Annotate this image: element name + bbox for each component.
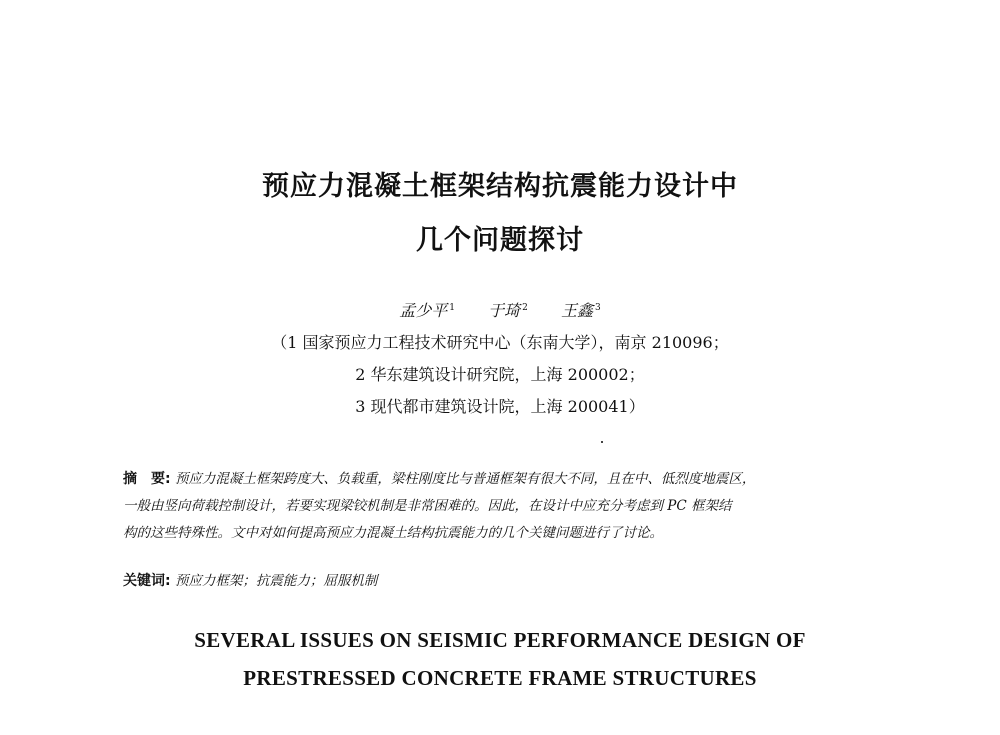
author-list	[0, 298, 1000, 321]
title-line-1: 预应力混凝土框架结构抗震能力设计中	[262, 171, 738, 202]
keywords-text: 预应力框架；抗震能力；屈服机制	[174, 573, 378, 589]
title-line-2: 几个问题探讨	[416, 225, 584, 256]
affiliation-2: 2 华东建筑设计研究院，上海 200002；	[355, 365, 645, 384]
author-2-affil-mark: 2	[522, 302, 528, 313]
abstract-line-1	[123, 466, 883, 493]
author-1	[399, 301, 455, 320]
abstract-line-2: 一般由竖向荷载控制设计，若要实现梁铰机制是非常困难的。因此，在设计中应充分考虑到 PC 框架结	[123, 498, 732, 514]
english-title-line-2: PRESTRESSED CONCRETE FRAME STRUCTURES	[243, 666, 757, 690]
keywords	[123, 569, 883, 590]
author-1-affil-mark: 1	[449, 302, 456, 313]
author-3-affil-mark: 3	[594, 302, 601, 313]
abstract-line-3: 构的这些特殊性。文中对如何提高预应力混凝土结构抗震能力的几个关键问题进行了讨论。	[123, 525, 663, 541]
author-3-name: 王鑫	[560, 301, 593, 320]
keywords-label: 关键词:	[123, 573, 171, 589]
abstract-label: 摘 要:	[123, 471, 171, 487]
abstract-text-1: 预应力混凝土框架跨度大、负载重，梁柱刚度比与普通框架有很大不同，且在中、低烈度地震区，	[174, 471, 756, 487]
affiliation-1: （1 国家预应力工程技术研究中心（东南大学），南京 210096；	[271, 333, 729, 352]
affiliation-3: 3 现代都市建筑设计院，上海 200041）	[355, 397, 645, 416]
author-2	[488, 301, 528, 320]
abstract	[123, 466, 883, 547]
scan-speck	[601, 441, 603, 443]
author-1-name: 孟少平	[399, 301, 448, 320]
english-title-line-1: SEVERAL ISSUES ON SEISMIC PERFORMANCE DESIGN OF	[194, 628, 806, 652]
author-2-name: 于琦	[488, 301, 521, 320]
author-3	[561, 301, 601, 320]
